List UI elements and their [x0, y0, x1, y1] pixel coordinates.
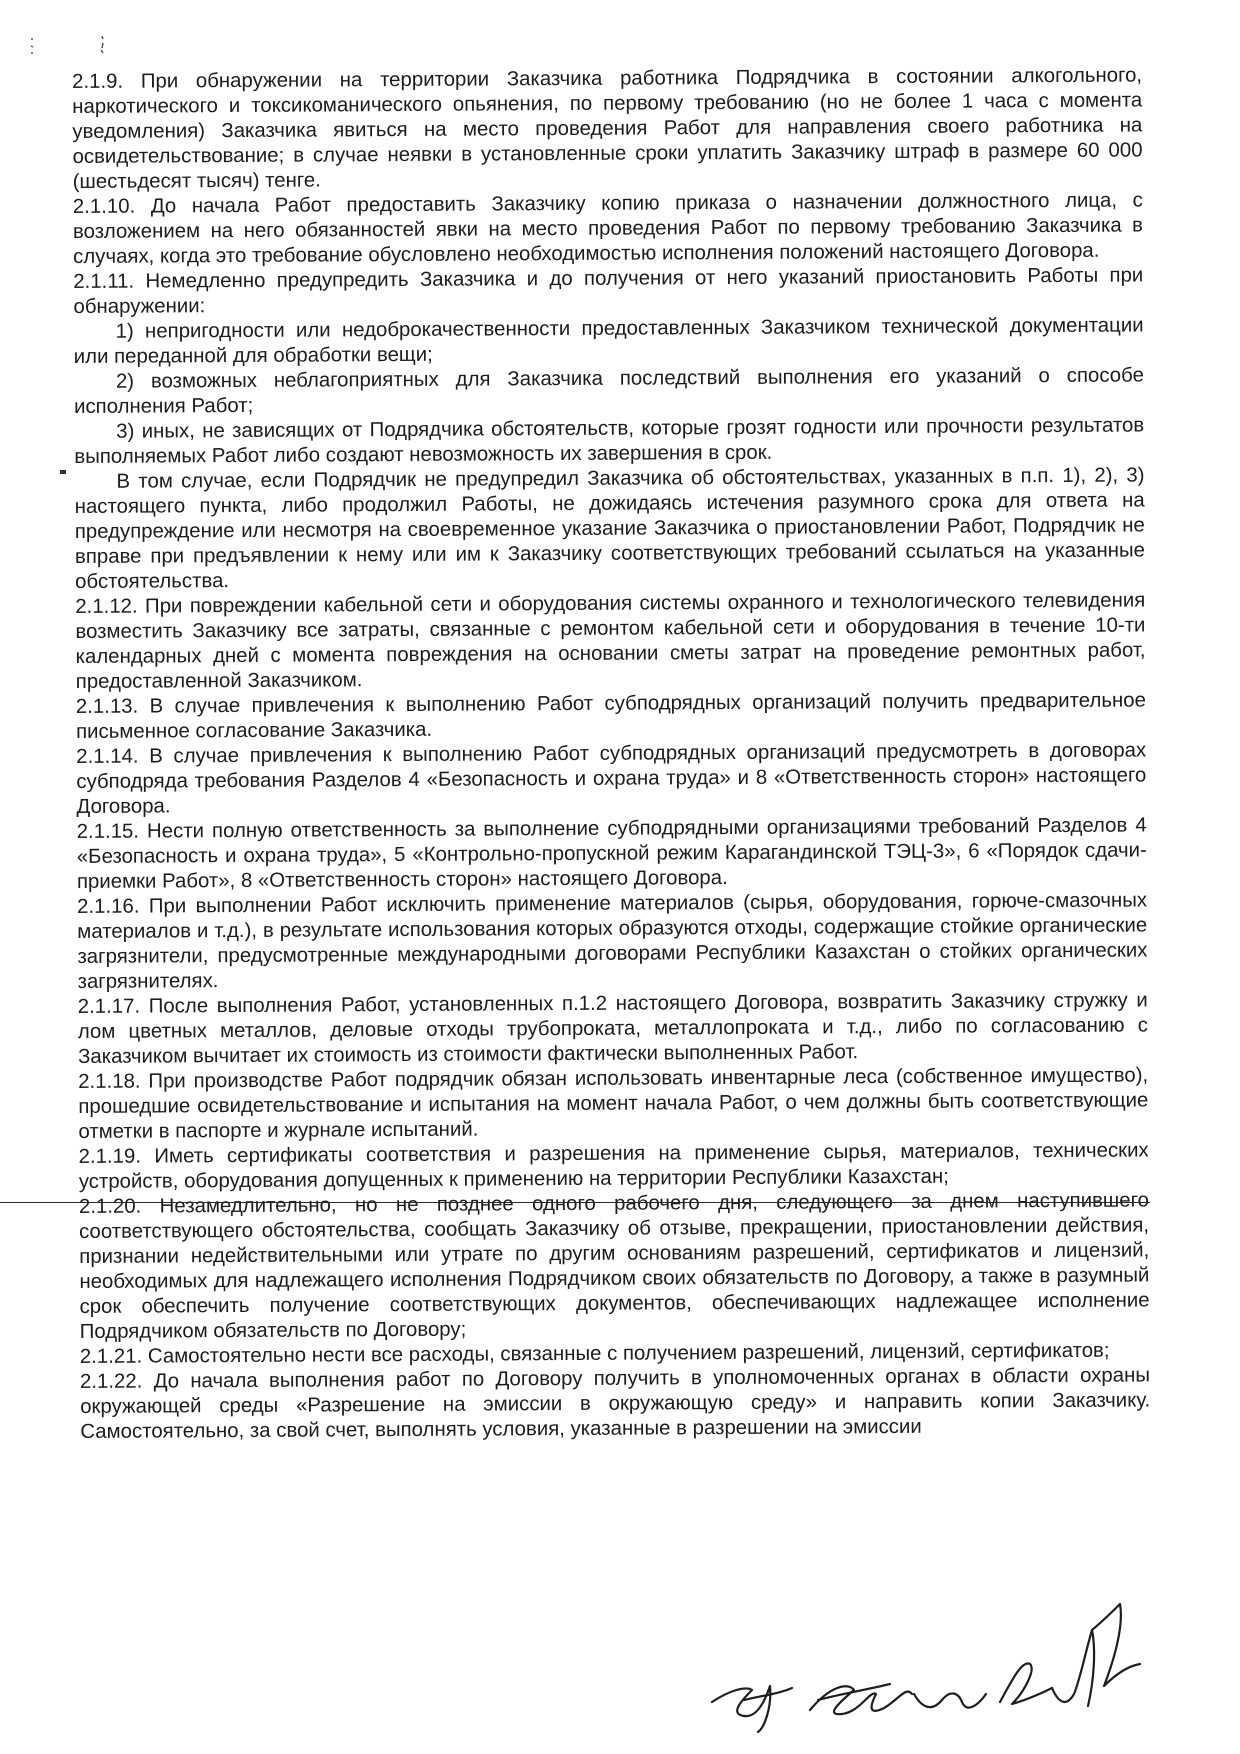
- clause-2-1-14: 2.1.14. В случае привлечения к выполнению Работ субподрядных организаций предусмотреть в договорах субподряда требования Разделов 4 «Безопасность и охрана труда» и 8 «Ответственность сторон» настоящего Договора.: [76, 739, 1147, 818]
- clause-2-1-13: 2.1.13. В случае привлечения к выполнению Работ субподрядных организаций получить предварительное письменное согласование Заказчика.: [75, 689, 1146, 743]
- handwritten-signatures: [700, 1590, 1180, 1740]
- clause-2-1-11-item-3: 3) иных, не зависящих от Подрядчика обстоятельств, которые грозят годности или прочности результатов выполняемых Работ либо создают невозможность их завершения в срок.: [74, 414, 1145, 468]
- clause-2-1-21: 2.1.21. Самостоятельно нести все расходы, связанные с получением разрешений, лицензий, сертификатов;: [79, 1339, 1110, 1368]
- margin-speck: [60, 470, 66, 474]
- clause-2-1-22: 2.1.22. До начала выполнения работ по Договору получить в уполномоченных органах в области охраны окружающей среды «Разрешение на эмиссии в окружающую среду» и направить копии Заказчику. Самостоятельно, за свой счет, выполнять условия, указанные в разрешении на эмиссии: [79, 1364, 1151, 1443]
- clause-2-1-18: 2.1.18. При производстве Работ подрядчик обязан использовать инвентарные леса (собственное имущество), прошедшие освидетельствование и испытания на момент начала Работ, о чем должны быть соответствующие отметки в паспорте и журнале испытаний.: [78, 1064, 1149, 1143]
- clause-2-1-12: 2.1.12. При повреждении кабельной сети и оборудования системы охранного и технологического телевидения возместить Заказчику все затраты, связанные с ремонтом кабельной сети и оборудования в течение 10-ти календарных дней с момента повреждения на основании сметы затрат на проведение ремонтных работ, предоставленной Заказчиком.: [75, 589, 1146, 693]
- clause-2-1-11: 2.1.11. Немедленно предупредить Заказчика и до получения от него указаний приостановить Работы при обнаружении:: [73, 264, 1144, 318]
- clause-2-1-17: 2.1.17. После выполнения Работ, установленных п.1.2 настоящего Договора, возвратить Заказчику стружку и лом цветных металлов, деловые отходы трубопроката, металлопроката и т.д., либо по согласованию с Заказчиком вычитает их стоимость из стоимости фактически выполненных Работ.: [77, 989, 1148, 1068]
- clause-2-1-16: 2.1.16. При выполнении Работ исключить применение материалов (сырья, оборудования, горюче-смазочных материалов и т.д.), в результате использования которых образуются отходы, содержащие стойкие органические загрязнители, предусмотренные международными договорами Республики Казахстан о стойких органических загрязнителях.: [77, 889, 1148, 993]
- clause-2-1-10: 2.1.10. До начала Работ предоставить Заказчику копию приказа о назначении должностного лица, с возложением на него обязанностей явки на место проведения Работ по первому требованию Заказчика в случаях, когда это требование обусловлено необходимостью исполнения положений настоящего Договора.: [72, 189, 1144, 268]
- clause-2-1-11-item-1: 1) непригодности или недоброкачественности предоставленных Заказчиком технической документации или переданной для обработки вещи;: [73, 314, 1144, 368]
- clause-2-1-20: 2.1.20. Незамедлительно, но не позднее одного рабочего дня, следующего за днем наступившего соответствующего обстоятельства, сообщать Заказчику об отзыве, прекращении, приостановлении действия, признании недействительными или утрате по другим основаниям разрешений, сертификатов и лицензий, необходимых для надлежащего исполнения Подрядчиком своих обязательств по Договору, а также в разумный срок обеспечить получение соответствующих документов, обеспечивающих надлежащее исполнение Подрядчиком обязательств по Договору;: [78, 1189, 1150, 1343]
- document-body: [72, 63, 1150, 1445]
- clause-2-1-9: 2.1.9. При обнаружении на территории Заказчика работника Подрядчика в состоянии алкогольного, наркотического и токсикоманического опьянения, по первому требованию (но не более 1 часа с момента уведомления) Заказчика явиться на место проведения Работ для направления своего работника на освидетельствование; в случае неявки в установленные сроки уплатить Заказчику штраф в размере 60 000 (шестьдесят тысяч) тенге.: [72, 64, 1143, 193]
- clause-2-1-11-item-2: 2) возможных неблагоприятных для Заказчика последствий выполнения его указаний о способе исполнения Работ;: [73, 364, 1144, 418]
- clause-2-1-11-note: В том случае, если Подрядчик не предупредил Заказчика об обстоятельствах, указанных в п.п. 1), 2), 3) настоящего пункта, либо продолжил Работы, не дожидаясь истечения разумного срока для ответа на предупреждение или несмотря на своевременное указание Заказчика о приостановлении Работ, Подрядчик не вправе при предъявлении к нему или им к Заказчику соответствующих требований ссылаться на указанные обстоятельства.: [74, 464, 1146, 593]
- clause-2-1-19: 2.1.19. Иметь сертификаты соответствия и разрешения на применение сырья, материалов, технических устройств, оборудования допущенных к применению на территории Республики Казахстан;: [78, 1139, 1149, 1193]
- clause-2-1-15: 2.1.15. Нести полную ответственность за выполнение субподрядными организациями требований Разделов 4 «Безопасность и охрана труда», 5 «Контрольно-пропускной режим Карагандинской ТЭЦ-3», 6 «Порядок сдачи-приемки Работ», 8 «Ответственность сторон» настоящего Договора.: [76, 814, 1147, 893]
- scan-fold-line: [0, 1202, 1150, 1203]
- corner-scan-marks: [24, 30, 124, 60]
